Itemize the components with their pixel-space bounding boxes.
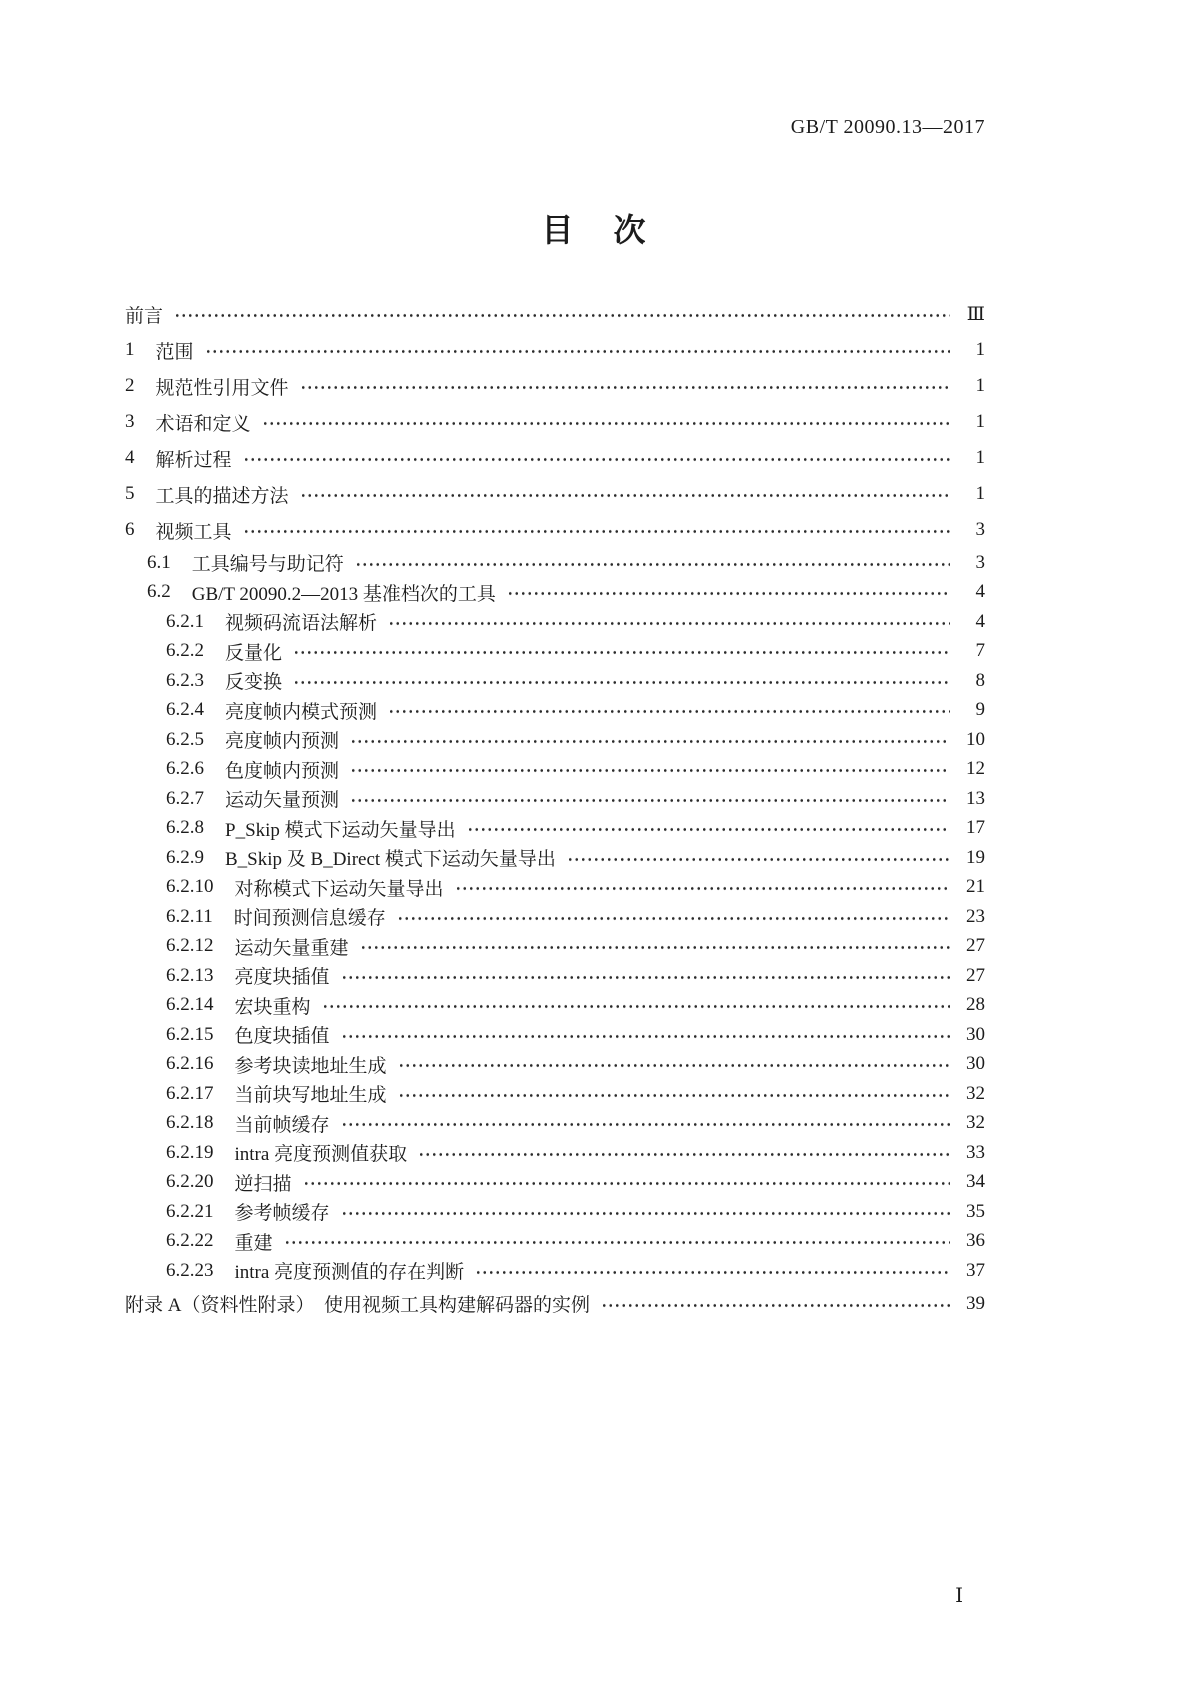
toc-entry-title: 色度块插值 [234, 1026, 330, 1048]
toc-entry-title: 规范性引用文件 [155, 377, 289, 399]
toc-entry [125, 961, 985, 991]
toc-entry-number: 6.2.13 [166, 964, 214, 986]
toc-entry-number: 6 [125, 519, 135, 540]
toc-entry-title: 视频码流语法解析 [225, 613, 378, 635]
toc-entry-title: 当前块写地址生成 [234, 1085, 387, 1107]
toc-page-number: 10 [966, 728, 985, 750]
toc-entry-number: 6.2.2 [166, 640, 204, 662]
toc-entry [125, 1197, 985, 1227]
toc-entry-number: 6.2.7 [166, 787, 204, 809]
toc-entry [125, 1079, 985, 1109]
toc-entry [125, 666, 985, 696]
toc-page-number: 12 [966, 758, 985, 780]
toc-entry [125, 1168, 985, 1198]
toc-leader-dots [601, 1286, 950, 1322]
toc-leader-dots [455, 873, 950, 903]
toc-entry-number: 6.2.23 [166, 1259, 214, 1281]
toc-leader-dots [341, 1020, 950, 1050]
toc-leader-dots [300, 476, 950, 512]
toc-entry-title: 当前帧缓存 [234, 1114, 330, 1136]
toc-list [125, 296, 985, 1322]
toc-entry [125, 1109, 985, 1139]
toc-entry [125, 404, 985, 440]
toc-page-number: 33 [966, 1141, 985, 1163]
toc-page-number: Ⅲ [966, 303, 985, 325]
toc-entry-title: 亮度帧内预测 [225, 731, 340, 753]
toc-leader-dots [322, 991, 950, 1021]
toc-entry [125, 440, 985, 476]
toc-page-number: 37 [966, 1259, 985, 1281]
toc-leader-dots [262, 404, 950, 440]
toc-page-number: 27 [966, 935, 985, 957]
toc-entry [125, 368, 985, 404]
toc-leader-dots [360, 932, 950, 962]
toc-entry-title: 解析过程 [155, 449, 232, 471]
toc-entry [125, 1050, 985, 1080]
toc-entry [125, 296, 985, 332]
toc-entry [125, 784, 985, 814]
toc-page-number: 9 [975, 699, 985, 721]
toc-page-number: 3 [975, 551, 985, 573]
toc-page-number: 1 [975, 339, 985, 360]
toc-page-number: 32 [966, 1112, 985, 1134]
toc-leader-dots [350, 784, 950, 814]
toc-entry-number: 6.2.6 [166, 758, 204, 780]
toc-entry-number: 5 [125, 483, 135, 504]
toc-entry [125, 873, 985, 903]
toc-page-number: 27 [966, 964, 985, 986]
toc-leader-dots [303, 1168, 950, 1198]
toc-entry-title: 反变换 [225, 672, 283, 694]
toc-entry [125, 548, 985, 578]
toc-page-number: 32 [966, 1082, 985, 1104]
toc-page-number: 1 [975, 375, 985, 396]
toc-entry [125, 991, 985, 1021]
toc-leader-dots [205, 332, 950, 368]
toc-entry-title: 亮度块插值 [234, 967, 330, 989]
toc-entry [125, 696, 985, 726]
toc-entry-number: 3 [125, 411, 135, 432]
toc-entry [125, 512, 985, 548]
toc-entry-number: 6.1 [147, 551, 171, 573]
toc-leader-dots [293, 637, 950, 667]
toc-entry [125, 578, 985, 608]
toc-entry-title: 反量化 [225, 642, 283, 664]
toc-entry-title: 色度帧内预测 [225, 760, 340, 782]
toc-page-number: 21 [966, 876, 985, 898]
toc-page-number: 28 [966, 994, 985, 1016]
toc-entry [125, 932, 985, 962]
toc-entry-title: 范围 [155, 341, 194, 363]
toc-entry-number: 6.2.20 [166, 1171, 214, 1193]
toc-page-number: 35 [966, 1200, 985, 1222]
toc-entry-title: 时间预测信息缓存 [233, 908, 386, 930]
toc-page-number: 13 [966, 787, 985, 809]
toc-leader-dots [418, 1138, 950, 1168]
toc-leader-dots [398, 1079, 950, 1109]
toc-page-number: 23 [966, 905, 985, 927]
toc-leader-dots [475, 1256, 950, 1286]
toc-entry [125, 476, 985, 512]
toc-page-number: 39 [966, 1292, 985, 1314]
toc-entry-number: 6.2.21 [166, 1200, 214, 1222]
toc-page-number: 36 [966, 1230, 985, 1252]
toc-leader-dots [388, 696, 950, 726]
toc-entry-number: 6.2.14 [166, 994, 214, 1016]
toc-page-number: 30 [966, 1023, 985, 1045]
toc-entry [125, 607, 985, 637]
toc-entry-number: 6.2.9 [166, 846, 204, 868]
toc-entry [125, 637, 985, 667]
toc-entry-number: 6.2.10 [166, 876, 214, 898]
toc-entry-title: 前言 [125, 305, 164, 327]
toc-entry-number: 6.2.17 [166, 1082, 214, 1104]
toc-entry [125, 843, 985, 873]
toc-leader-dots [174, 296, 950, 332]
toc-entry-title: 对称模式下运动矢量导出 [234, 878, 444, 900]
toc-page-number: 3 [975, 519, 985, 540]
toc-entry [125, 725, 985, 755]
toc-page-number: 8 [975, 669, 985, 691]
toc-entry-title: 亮度帧内模式预测 [225, 701, 378, 723]
toc-entry-title: 宏块重构 [234, 996, 311, 1018]
toc-page-number: 1 [975, 447, 985, 468]
toc-page-number: 34 [966, 1171, 985, 1193]
toc-entry-number: 6.2.8 [166, 817, 204, 839]
toc-page-number: 30 [966, 1053, 985, 1075]
toc-entry-title: 附录 A（资料性附录） 使用视频工具构建解码器的实例 [125, 1295, 590, 1316]
toc-leader-dots [350, 755, 950, 785]
toc-page-number: 4 [975, 610, 985, 632]
toc-entry-number: 4 [125, 447, 135, 468]
toc-leader-dots [397, 902, 950, 932]
toc-entry-number: 6.2.4 [166, 699, 204, 721]
toc-entry-title: GB/T 20090.2—2013 基准档次的工具 [191, 583, 496, 605]
toc-entry-number: 6.2.22 [166, 1230, 214, 1252]
toc-leader-dots [341, 1197, 950, 1227]
toc-entry-number: 1 [125, 339, 135, 360]
toc-entry-number: 6.2.3 [166, 669, 204, 691]
toc-leader-dots [341, 961, 950, 991]
toc-leader-dots [243, 512, 950, 548]
toc-page-number: 4 [975, 581, 985, 603]
toc-leader-dots [355, 548, 950, 578]
toc-entry-number: 6.2.19 [166, 1141, 214, 1163]
toc-entry-number: 6.2.15 [166, 1023, 214, 1045]
toc-page-number: 1 [975, 483, 985, 504]
toc-leader-dots [398, 1050, 950, 1080]
standard-number: GB/T 20090.13—2017 [790, 116, 985, 138]
toc-entry [125, 902, 985, 932]
toc-leader-dots [467, 814, 950, 844]
toc-page-number: 7 [975, 640, 985, 662]
toc-leader-dots [300, 368, 950, 404]
toc-entry [125, 814, 985, 844]
toc-page-number: 19 [966, 846, 985, 868]
toc-leader-dots [341, 1109, 950, 1139]
page-title: 目 次 [541, 212, 650, 248]
toc-entry [125, 1256, 985, 1286]
toc-entry-number: 6.2 [147, 581, 171, 603]
toc-entry-title: 运动矢量重建 [234, 937, 349, 959]
toc-entry-number: 6.2.5 [166, 728, 204, 750]
toc-entry [125, 1020, 985, 1050]
toc-page-number: 1 [975, 411, 985, 432]
toc-entry [125, 1227, 985, 1257]
footer-page-number: Ⅰ [955, 1585, 963, 1607]
toc-entry [125, 332, 985, 368]
toc-leader-dots [350, 725, 950, 755]
toc-leader-dots [388, 607, 950, 637]
toc-entry-title: 视频工具 [155, 521, 232, 543]
toc-entry [125, 755, 985, 785]
toc-entry-title: 参考帧缓存 [234, 1203, 330, 1225]
toc-entry-number: 6.2.16 [166, 1053, 214, 1075]
toc-entry-number: 6.2.12 [166, 935, 214, 957]
toc-entry-title: B_Skip 及 B_Direct 模式下运动矢量导出 [225, 849, 556, 871]
toc-leader-dots [507, 578, 950, 608]
toc-entry-number: 6.2.18 [166, 1112, 214, 1134]
toc-entry-title: 运动矢量预测 [225, 790, 340, 812]
toc-entry-title: intra 亮度预测值获取 [234, 1144, 408, 1166]
toc-entry-number: 2 [125, 375, 135, 396]
toc-entry-title: 重建 [234, 1232, 273, 1254]
toc-leader-dots [293, 666, 950, 696]
toc-entry-title: 工具编号与助记符 [191, 554, 344, 576]
toc-entry [125, 1286, 985, 1322]
toc-entry-title: 参考块读地址生成 [234, 1055, 387, 1077]
toc-leader-dots [284, 1227, 950, 1257]
toc-entry-number: 6.2.1 [166, 610, 204, 632]
toc-entry-number: 6.2.11 [166, 905, 213, 927]
toc-entry [125, 1138, 985, 1168]
toc-page-number: 17 [966, 817, 985, 839]
toc-leader-dots [567, 843, 950, 873]
toc-leader-dots [243, 440, 950, 476]
toc-entry-title: 术语和定义 [155, 413, 251, 435]
toc-entry-title: intra 亮度预测值的存在判断 [234, 1262, 465, 1284]
toc-entry-title: 工具的描述方法 [155, 485, 289, 507]
toc-entry-title: P_Skip 模式下运动矢量导出 [225, 819, 456, 841]
toc-entry-title: 逆扫描 [234, 1173, 292, 1195]
